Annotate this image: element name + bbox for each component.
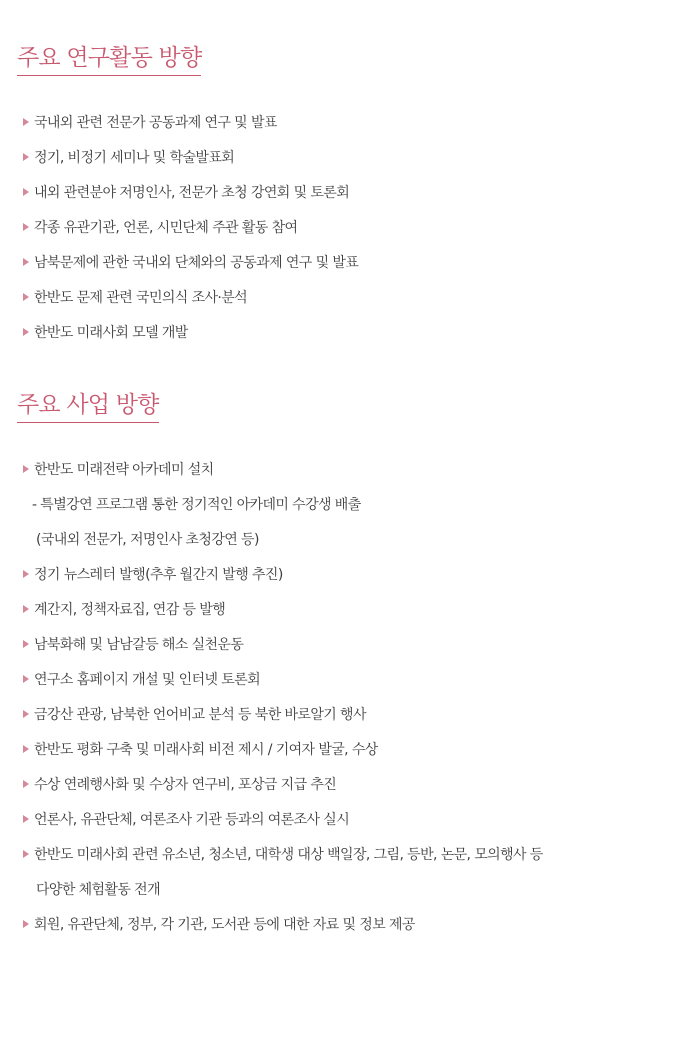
triangle-bullet-icon [23,640,29,648]
triangle-bullet-icon [23,850,29,858]
list-item-text: 수상 연례행사화 및 수상자 연구비, 포상금 지급 추진 [34,777,337,793]
triangle-bullet-icon [23,780,29,788]
list-item [22,147,358,182]
list-item [22,739,543,774]
list-item [22,322,358,357]
sub-list-item [22,494,543,529]
continuation-text: (국내외 전문가, 저명인사 초청강연 등) [36,532,259,548]
list-item [22,252,358,287]
list-item [22,564,543,599]
research-direction-list [22,112,358,357]
triangle-bullet-icon [23,605,29,613]
list-item [22,809,543,844]
list-item-text: 금강산 관광, 남북한 언어비교 분석 등 북한 바로알기 행사 [34,707,366,723]
triangle-bullet-icon [23,258,29,266]
section-title-research: 주요 연구활동 방향 [17,43,201,76]
triangle-bullet-icon [23,710,29,718]
business-direction-list [22,459,543,949]
list-item-text: 정기 뉴스레터 발행(추후 월간지 발행 추진) [34,567,283,583]
list-item-continuation [22,529,543,564]
list-item-text: 언론사, 유관단체, 여론조사 기관 등과의 여론조사 실시 [34,812,350,828]
triangle-bullet-icon [23,328,29,336]
list-item-text: 계간지, 정책자료집, 연감 등 발행 [34,602,226,618]
triangle-bullet-icon [23,188,29,196]
triangle-bullet-icon [23,745,29,753]
list-item-text: 정기, 비정기 세미나 및 학술발표회 [34,150,235,166]
list-item-text: 내외 관련분야 저명인사, 전문가 초청 강연회 및 토론회 [34,185,350,201]
triangle-bullet-icon [23,118,29,126]
list-item-text: 한반도 평화 구축 및 미래사회 비전 제시 / 기여자 발굴, 수상 [34,742,378,758]
list-item [22,459,543,494]
list-item [22,217,358,252]
triangle-bullet-icon [23,570,29,578]
section-title-business: 주요 사업 방향 [17,390,159,423]
continuation-text: 다양한 체험활동 전개 [36,882,161,898]
triangle-bullet-icon [23,223,29,231]
list-item-continuation [22,879,543,914]
triangle-bullet-icon [23,815,29,823]
triangle-bullet-icon [23,675,29,683]
list-item [22,844,543,879]
list-item [22,599,543,634]
list-item [22,112,358,147]
list-item-text: 연구소 홈페이지 개설 및 인터넷 토론회 [34,672,261,688]
triangle-bullet-icon [23,153,29,161]
list-item-text: 국내외 관련 전문가 공동과제 연구 및 발표 [34,115,277,131]
list-item-text: 한반도 미래전략 아카데미 설치 [34,462,214,478]
list-item [22,634,543,669]
sub-list-item-text: - 특별강연 프로그램 통한 정기적인 아카데미 수강생 배출 [32,497,361,513]
triangle-bullet-icon [23,920,29,928]
triangle-bullet-icon [23,293,29,301]
list-item-text: 회원, 유관단체, 정부, 각 기관, 도서관 등에 대한 자료 및 정보 제공 [34,917,415,933]
list-item [22,287,358,322]
list-item-text: 각종 유관기관, 언론, 시민단체 주관 활동 참여 [34,220,298,236]
list-item-text: 한반도 미래사회 모델 개발 [34,325,188,341]
list-item [22,182,358,217]
triangle-bullet-icon [23,465,29,473]
list-item-text: 한반도 미래사회 관련 유소년, 청소년, 대학생 대상 백일장, 그림, 등반, 논문, 모의행사 등 [34,847,543,863]
list-item-text: 남북화해 및 남남갈등 해소 실천운동 [34,637,244,653]
list-item-text: 한반도 문제 관련 국민의식 조사·분석 [34,290,248,306]
list-item-text: 남북문제에 관한 국내외 단체와의 공동과제 연구 및 발표 [34,255,359,271]
list-item [22,669,543,704]
list-item [22,914,543,949]
list-item [22,704,543,739]
list-item [22,774,543,809]
